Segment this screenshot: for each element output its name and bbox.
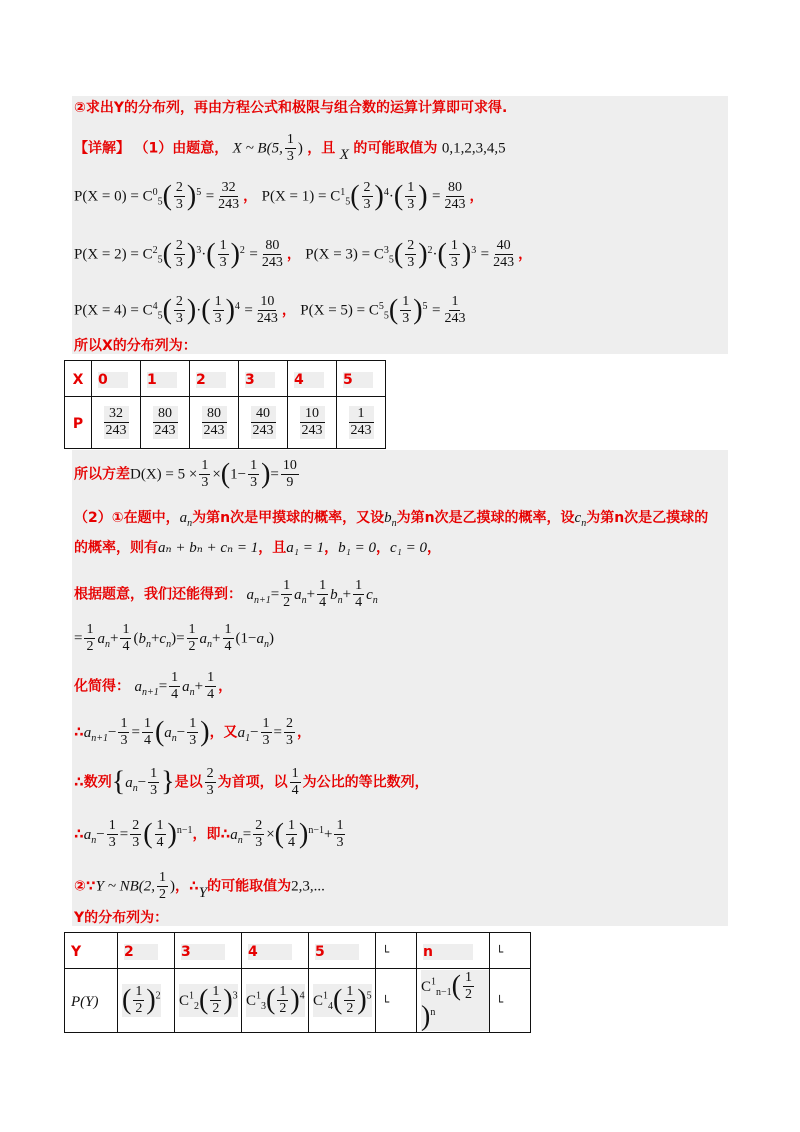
y-dist-label: Y的分布列为： [74, 910, 169, 926]
simplify-line: 化简得： $a_{n+1}=$ $\frac{1}{4}$ $a_n+$ $\frac{1}{4}$ ， [74, 670, 233, 702]
prob-lhs: P(X = 0) = C [74, 188, 153, 205]
variance-line: 所以方差D(X) = 5 × $\frac{1}{3}$ ×(1− $\frac{1}{3}$ )= $\frac{10}{9}$ [74, 458, 297, 490]
x-table-head: X [72, 372, 84, 388]
prob-result: $\frac{32}{243}$ [218, 180, 240, 212]
binom-expr: X ~ B(5, [232, 140, 283, 157]
y-values: 2,3,... [291, 878, 325, 895]
binom-frac: $\frac{1}{3}$ [286, 132, 294, 164]
therefore-line-2: ∴数列{$a_n-$ $\frac{1}{3}$ }是以 $\frac{2}{3}$ 为首项，以 $\frac{1}{4}$ 为公比的等比数列， [74, 766, 429, 798]
y-dist-table: Y 2 3 4 5 └ n └ P(Y) ( $\frac{1}{2}$ )$^2$ $C^1_2$( $\frac{1}{2}$ )$^3$ $C^1_3$( $\frac{1}{2}$ )$^4$ $C^1_4$( $\frac{1}{2}$ )$^5$ └ $C^1_{n-1}$( $\frac{1}{2}$ )$^n$ └ [64, 932, 531, 1033]
x-values: 0,1,2,3,4,5 [441, 140, 506, 157]
part2-line-2: 的概率，则有aₙ + bₙ + cₙ = 1，且a₁ = 1，b₁ = 0，c₁ = 0， [74, 540, 441, 556]
and-text: ，且 [307, 140, 336, 157]
x-dist-label: 所以X的分布列为： [74, 338, 197, 354]
prob-line-1: $P(X = 0) = C^0_5$( $\frac{2}{3}$ )$^5$ = $\frac{32}{243}$ ， $P(X = 1) = C^1_5$( $\frac{2}{3}$ )$^4$·( $\frac{1}{3}$ ) = $\frac{80}{243}$ ， [74, 180, 484, 212]
therefore-line-3: $\therefore a_n-$ $\frac{1}{3}$ = $\frac{2}{3}$ ( $\frac{1}{4}$ )$^{n-1}$，即$\therefore a_n=$ $\frac{2}{3}$ ×( $\frac{1}{4}$ )$^{n-1}$+ $\frac{1}{3}$ [74, 818, 344, 850]
prob-line-2: $P(X = 2) = C^2_5$( $\frac{2}{3}$ )$^3$·( $\frac{1}{3}$ )$^2$ = $\frac{80}{243}$ ， $P(X = 3) = C^3_5$( $\frac{2}{3}$ )$^2$·( $\frac{1}{3}$ )$^3$ = $\frac{40}{243}$ ， [74, 238, 533, 270]
prob-line-3: $P(X = 4) = C^4_5$( $\frac{2}{3}$ )·( $\frac{1}{3}$ )$^4$ = $\frac{10}{243}$ ， $P(X = 5) = C^5_5$( $\frac{1}{3}$ )$^5$ = $\frac{1}{243}$ [74, 294, 466, 326]
variance-label: 所以方差 [74, 466, 130, 483]
part1-label: （1）由题意， [134, 140, 229, 157]
variance-result: $\frac{10}{9}$ [282, 458, 297, 490]
detail-tag: 【详解】 [74, 140, 130, 157]
recurrence-line-1: 根据题意，我们还能得到： $a_{n+1}=$ $\frac{1}{2}$ $a_n+$ $\frac{1}{4}$ $b_n+$ $\frac{1}{4}$ $c_n$ [74, 578, 378, 610]
part2-2-line: ②∵Y ~ NB(2, $\frac{1}{2}$ )，∴Y的可能取值为2,3,... [74, 870, 325, 902]
var-y: Y [198, 884, 208, 901]
intro-text: ②求出Y的分布列，再由方程公式和极限与组合数的运算计算即可求得. [74, 100, 508, 116]
recurrence-line-2: = $\frac{1}{2}$ $a_n+$ $\frac{1}{4}$ $(b_n+c_n)=$ $\frac{1}{2}$ $a_n+$ $\frac{1}{4}$ $(1-a_n)$ [74, 622, 274, 654]
y-table-head: Y [71, 944, 82, 960]
possible-text: 的可能取值为 [353, 140, 438, 157]
p-table-head: P [72, 416, 84, 432]
part2-line-1: （2）①在题中，$a_n$为第n次是甲摸球的概率，又设$b_n$为第n次是乙摸球的概率，设$c_n$为第n次是乙摸球的 [74, 510, 709, 529]
therefore-line-1: $\therefore a_{n+1}-$ $\frac{1}{3}$ = $\frac{1}{4}$ ($a_n-$ $\frac{1}{3}$ )，又$a_1-$ $\frac{1}{3}$ = $\frac{2}{3}$ ， [74, 716, 311, 748]
var-x: X [339, 146, 349, 163]
x-dist-table: X 0 1 2 3 4 5 P $\frac{32}{243}$ $\frac{80}{243}$ $\frac{80}{243}$ $\frac{40}{243}$ $\frac{10}{243}$ $\frac{1}{243}$ [64, 360, 386, 449]
detail-line: 【详解】 （1）由题意， X ~ B(5, $\frac{1}{3}$ ) ，且 X 的可能取值为 0,1,2,3,4,5 [74, 132, 506, 164]
